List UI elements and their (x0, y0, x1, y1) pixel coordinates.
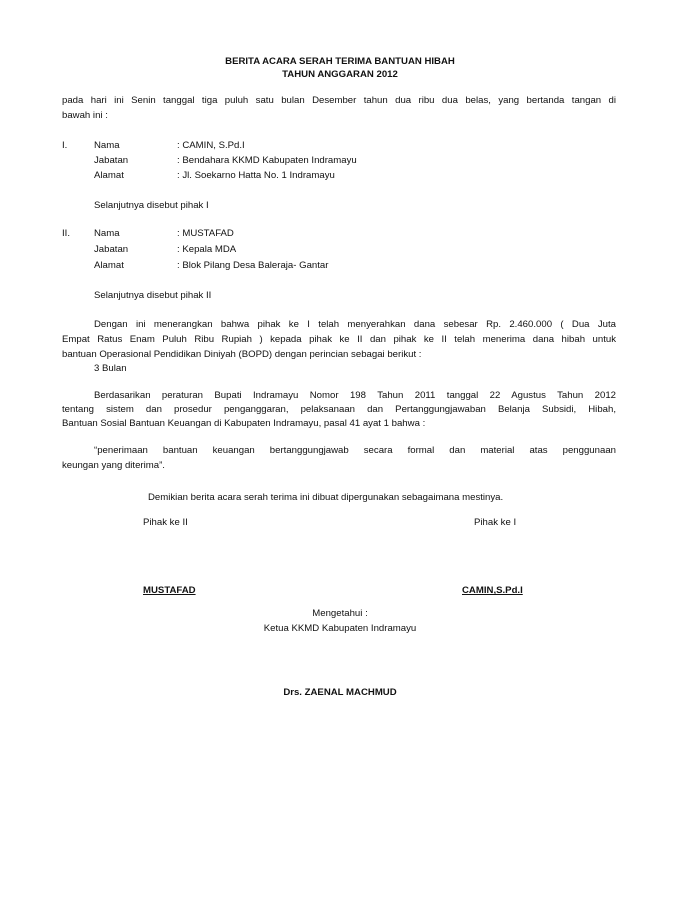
paragraph-line: Bantuan Sosial Bantuan Keuangan di Kabupaten Indramayu, pasal 41 ayat 1 bahwa : (62, 418, 426, 429)
party2-value: : Blok Pilang Desa Baleraja- Gantar (177, 260, 329, 271)
quote-line: keungan yang diterima”. (62, 460, 165, 471)
paragraph-line: Dengan ini menerangkan bahwa pihak ke I telah menyerahkan dana sebesar Rp. 2.460.000 ( Dua Juta (94, 319, 616, 330)
paragraph-line: tentang sistem dan prosedur penganggaran, pelaksanaan dan Pertanggungjawaban Belanja Subsidi, Hibah, (62, 404, 616, 415)
party2-label: Jabatan (94, 244, 129, 255)
duration: 3 Bulan (94, 363, 127, 374)
quote-line: “penerimaan bantuan keuangan bertanggungjawab secara formal dan material atas penggunaan (94, 445, 616, 456)
party1-label: Nama (94, 140, 120, 151)
closing-statement: Demikian berita acara serah terima ini dibuat dipergunakan sebagaimana mestinya. (148, 492, 504, 503)
party1-note: Selanjutnya disebut pihak I (94, 200, 209, 211)
party2-label: Nama (94, 228, 120, 239)
party1-value: : CAMIN, S.Pd.I (177, 140, 245, 151)
paragraph-line: Berdasarikan peraturan Bupati Indramayu Nomor 198 Tahun 2011 tanggal 22 Agustus Tahun 2012 (94, 390, 616, 401)
party1-value: : Jl. Soekarno Hatta No. 1 Indramayu (177, 170, 335, 181)
party1-label: Jabatan (94, 155, 129, 166)
party2-note: Selanjutnya disebut pihak II (94, 290, 212, 301)
party1-value: : Bendahara KKMD Kabupaten Indramayu (177, 155, 357, 166)
acknowledge-name: Drs. ZAENAL MACHMUD (283, 687, 397, 698)
paragraph-line: bantuan Operasional Pendidikan Diniyah (BOPD) dengan perincian sebagai berikut : (62, 349, 422, 360)
party2-label: Alamat (94, 260, 124, 271)
document-title: BERITA ACARA SERAH TERIMA BANTUAN HIBAH (225, 56, 455, 67)
party2-value: : Kepala MDA (177, 244, 237, 255)
intro-line: pada hari ini Senin tanggal tiga puluh satu bulan Desember tahun dua ribu dua belas, yang bertanda tangan di (62, 95, 616, 106)
paragraph-line: Empat Ratus Enam Puluh Ribu Rupiah ) kepada pihak ke II dan pihak ke II telah menerima dana hibah untuk (62, 334, 616, 345)
party1-number: I. (62, 140, 68, 151)
party1-label: Alamat (94, 170, 124, 181)
signature-label-right: Pihak ke I (474, 517, 517, 528)
signature-label-left: Pihak ke II (143, 517, 188, 528)
acknowledge-label: Mengetahui : (312, 608, 368, 619)
party2-value: : MUSTAFAD (177, 228, 234, 239)
document-subtitle: TAHUN ANGGARAN 2012 (282, 69, 398, 80)
signature-name-left: MUSTAFAD (143, 585, 196, 596)
party2-number: II. (62, 228, 70, 239)
signature-name-right: CAMIN,S.Pd.I (462, 585, 523, 596)
acknowledge-role: Ketua KKMD Kabupaten Indramayu (263, 623, 417, 634)
intro-line: bawah ini : (62, 110, 108, 121)
